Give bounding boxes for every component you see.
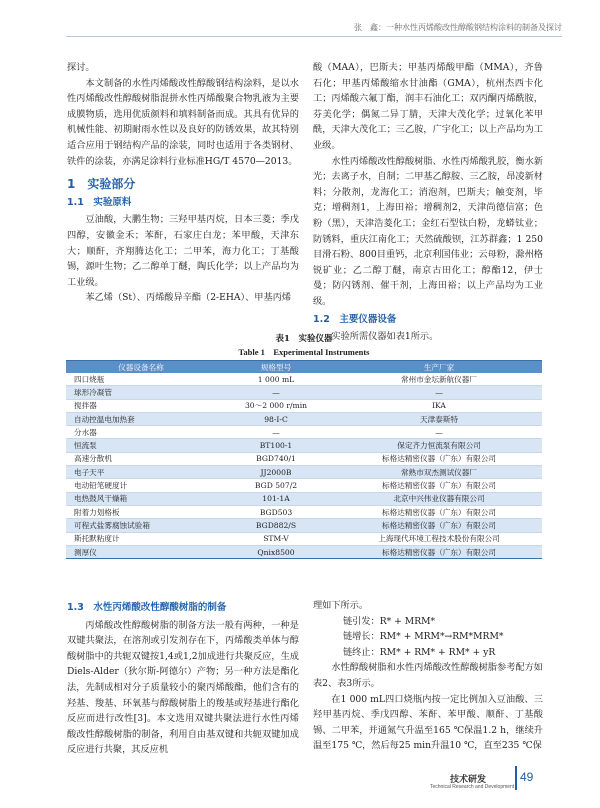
table-cell: 上海现代环境工程技术股份有限公司 bbox=[336, 532, 542, 545]
table-cell: 常州市金坛新航仪器厂 bbox=[336, 373, 542, 386]
page-number: 49 bbox=[520, 770, 534, 784]
paragraph: 实验所需仪器如表1所示。 bbox=[331, 331, 439, 343]
paragraph: 豆油酸，大鹏生物；三羟甲基丙烷，日本三菱；季戊四醇，安徽金禾；苯酐，石家庄白龙；苯甲酸，天津东大；顺酐，齐翔腾达化工；二甲苯，海力化工；丁基酸锡，源叶生物；乙二醇单丁醚，陶氏化学；以上产品均为工业级。 bbox=[67, 214, 299, 288]
table-cell: 天津泰斯特 bbox=[336, 412, 542, 425]
table-cell: 标格达精密仪器（广东）有限公司 bbox=[336, 545, 542, 558]
table-row bbox=[66, 452, 542, 465]
table-header-cell: 规格型号 bbox=[216, 361, 336, 374]
table-cell: 电热鼓风干燥箱 bbox=[66, 492, 216, 505]
table-cell: 北京中兴伟业仪器有限公司 bbox=[336, 492, 542, 505]
table-cell: IKA bbox=[336, 399, 542, 412]
paragraph: 水性丙烯酸改性醇酸树脂、水性丙烯酸乳胶，衡水新光；去离子水，自制；二甲基乙醇胺、三乙胺，昂凌新材料；分散剂，龙海化工；消泡剂，巴斯夫；触变剂，毕克；增稠剂1，上海田裕；增稠剂2，天津尚德信富；色粉（黑），天津浩菱化工；金红石型钛白粉，龙蟒钛业；防锈料，重庆江南化工；天然硫酸钡，江苏群鑫；1 250目滑石粉、800目重钙，北京利国伟业；云母粉，滁州格锐矿业；乙二醇丁醚，南京古田化工；醇酯12，伊士曼；防闪锈剂、催干剂，上海田裕；以上产品均为工业级。 bbox=[313, 155, 543, 307]
paragraph: 理如下所示。 bbox=[313, 600, 369, 611]
table-cell: 附着力划格板 bbox=[66, 505, 216, 518]
table-header-row bbox=[66, 361, 542, 374]
table-cell: 可程式盐雾腐蚀试验箱 bbox=[66, 519, 216, 532]
table-cell: 测厚仪 bbox=[66, 545, 216, 558]
table-cell: BGD740/1 bbox=[216, 452, 336, 465]
table-cell: JJ2000B bbox=[216, 466, 336, 479]
footer-section-label: 技术研发 bbox=[450, 775, 487, 785]
paragraph: 酸（MAA），巴斯夫；甲基丙烯酸甲酯（MMA），齐鲁石化；甲基丙烯酸缩水甘油酯（GMA），杭州杰西卡化工；丙烯酸六氟丁酯，润丰石油化工；双丙酮丙烯酰胺，芬美化学；偶氮二异丁腈，天津大茂化学；过氧化苯甲酰，天津大茂化工；三乙胺，广宇化工；以上产品均为工业级。 bbox=[313, 62, 543, 151]
table-cell: 自动控温电加热套 bbox=[66, 412, 216, 425]
subsection-heading: 1.2 主要仪器设备 bbox=[313, 313, 397, 325]
right-column-bottom bbox=[313, 598, 543, 754]
table-row bbox=[66, 426, 542, 439]
table-cell: 常熟市双杰测试仪器厂 bbox=[336, 466, 542, 479]
table-cell: 1 000 mL bbox=[216, 373, 336, 386]
left-column-top bbox=[67, 60, 299, 306]
section-heading: 1 实验部分 bbox=[67, 177, 136, 192]
subsection-heading: 1.3 水性丙烯酸改性醇酸树脂的制备 bbox=[67, 602, 227, 613]
table-cell: 保定齐力恒流泵有限公司 bbox=[336, 439, 542, 452]
table-cell: 球形冷凝管 bbox=[66, 386, 216, 399]
table-cell: 恒流泵 bbox=[66, 439, 216, 452]
equation: 链终止：RM* + RM* + RM* + yR bbox=[343, 646, 496, 658]
table-cell: 电动铅笔硬度计 bbox=[66, 479, 216, 492]
table-header-cell: 仪器设备名称 bbox=[66, 361, 216, 374]
table-row bbox=[66, 373, 542, 386]
header-rule bbox=[66, 36, 562, 37]
table-row bbox=[66, 412, 542, 425]
table-cell: Qnix8500 bbox=[216, 545, 336, 558]
footer-section-label-english: Technical Research and Development bbox=[430, 784, 515, 790]
paragraph: 在1 000 mL四口烧瓶内按一定比例加入豆油酸、三羟甲基丙烷、季戊四醇、苯酐、苯甲酸、顺酐、丁基酸锡、二甲苯，并通氮气升温至165 ℃保温1.2 h，继续升温至175 ℃，然后每25 min升温10 ℃，直至235 ℃保 bbox=[313, 693, 543, 752]
paragraph: 探讨。 bbox=[67, 62, 95, 73]
table-row bbox=[66, 505, 542, 518]
running-head: 张 鑫：一种水性丙烯酸改性醇酸钢结构涂料的制备及探讨 bbox=[354, 23, 562, 32]
table-caption: 表1 实验仪器 bbox=[275, 334, 333, 344]
table-cell: — bbox=[336, 386, 542, 399]
table-header-cell: 生产厂家 bbox=[336, 361, 542, 374]
table-cell: — bbox=[216, 386, 336, 399]
table-cell: 斯托默粘度计 bbox=[66, 532, 216, 545]
instruments-table bbox=[66, 360, 542, 559]
table-cell: BGD 507/2 bbox=[216, 479, 336, 492]
table-cell: — bbox=[216, 426, 336, 439]
table-cell: BT100-1 bbox=[216, 439, 336, 452]
table-row bbox=[66, 519, 542, 532]
table-cell: 标格达精密仪器（广东）有限公司 bbox=[336, 519, 542, 532]
table-cell: 分水器 bbox=[66, 426, 216, 439]
table-cell: 电子天平 bbox=[66, 466, 216, 479]
left-column-bottom bbox=[67, 598, 299, 758]
table-cell: 98-I-C bbox=[216, 412, 336, 425]
table-row bbox=[66, 399, 542, 412]
table-row bbox=[66, 479, 542, 492]
table-cell: BGD882/S bbox=[216, 519, 336, 532]
equation: 链增长：RM* + MRM*→RM*MRM* bbox=[343, 631, 504, 643]
table-row bbox=[66, 545, 542, 558]
table-cell: 搅拌器 bbox=[66, 399, 216, 412]
table-cell: 101-1A bbox=[216, 492, 336, 505]
table-row bbox=[66, 439, 542, 452]
table-cell: 标格达精密仪器（广东）有限公司 bbox=[336, 479, 542, 492]
table-row bbox=[66, 386, 542, 399]
footer-divider bbox=[515, 766, 517, 790]
paragraph: 苯乙烯（St）、丙烯酸异辛酯（2-EHA）、甲基丙烯 bbox=[85, 292, 292, 304]
table-cell: 标格达精密仪器（广东）有限公司 bbox=[336, 505, 542, 518]
table-cell: 标格达精密仪器（广东）有限公司 bbox=[336, 452, 542, 465]
equation: 链引发：R* + MRM* bbox=[343, 615, 436, 627]
table-row bbox=[66, 492, 542, 505]
table-row bbox=[66, 466, 542, 479]
paragraph: 本文制备的水性丙烯酸改性醇酸钢结构涂料，是以水性丙烯酸改性醇酸树脂混拼水性丙烯酸聚合物乳液为主要成膜物质，选用优质颜料和填料制备而成。其具有优异的机械性能、初期耐雨水性以及良好的防锈效果，故其特别适合应用于钢结构产品的涂装，同时也适用于各类钢材、铁件的涂装，亦满足涂料行业标准HG/T 4570—2013。 bbox=[67, 77, 299, 167]
right-column-top bbox=[313, 60, 543, 345]
table-cell: 30～2 000 r/min bbox=[216, 399, 336, 412]
subsection-heading: 1.1 实验原料 bbox=[67, 196, 132, 208]
paragraph: 丙烯酸改性醇酸树脂的制备方法一般有两种，一种是双键共聚法，在溶剂或引发剂存在下，丙烯酸类单体与醇酸树脂中的共轭双键按1,4或1,2加成进行共聚反应，生成Diels-Alder（狄尔斯-阿德尔）产物；另一种方法是酯化法，先制成相对分子质量较小的聚丙烯酸酯，他们含有的羟基、羧基、环氧基与醇酸树脂上的羧基或羟基进行酯化反应而进行改性[3]。本文选用双键共聚法进行水性丙烯酸改性醇酸树脂的制备，利用自由基双键和共轭双键加成反应进行共聚，其反应机 bbox=[67, 619, 299, 756]
table-cell: 四口烧瓶 bbox=[66, 373, 216, 386]
table-cell: 高速分散机 bbox=[66, 452, 216, 465]
paragraph: 水性醇酸树脂和水性丙烯酸改性醇酸树脂参考配方如表2、表3所示。 bbox=[313, 662, 543, 689]
table-caption-english: Table 1 Experimental Instruments bbox=[238, 347, 370, 357]
table-row bbox=[66, 532, 542, 545]
table-cell: BGD503 bbox=[216, 505, 336, 518]
table-cell: — bbox=[336, 426, 542, 439]
table-cell: STM-V bbox=[216, 532, 336, 545]
